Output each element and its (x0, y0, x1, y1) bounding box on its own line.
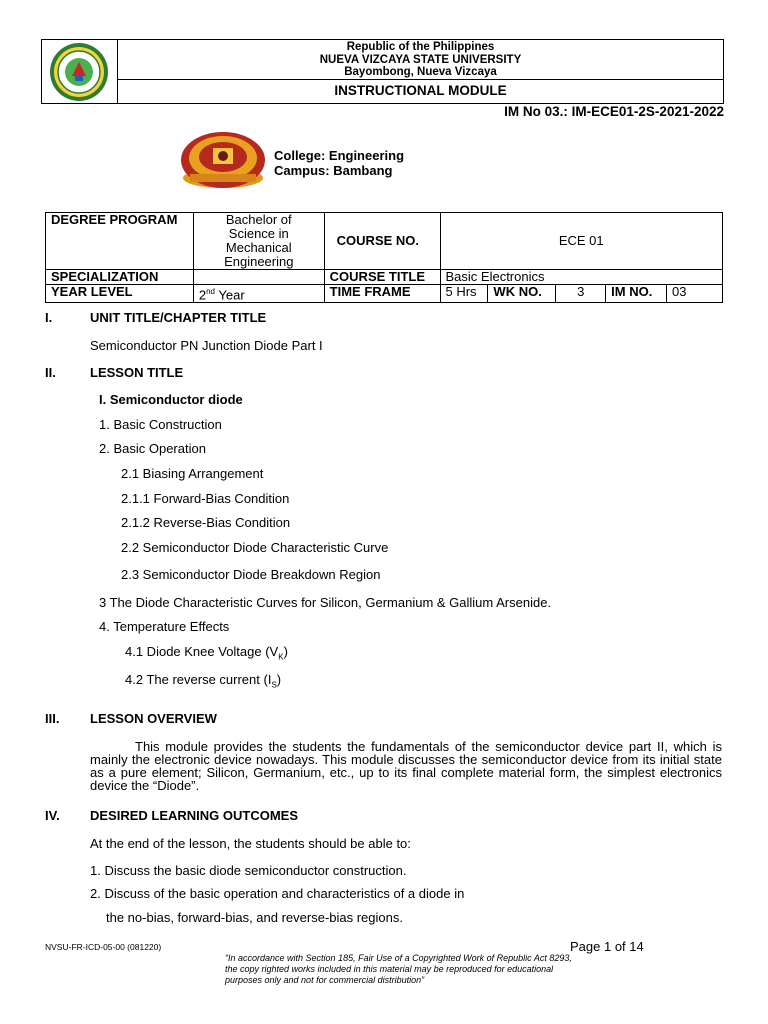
knee-paren: ) (283, 644, 288, 659)
lesson-item-reverse-current (125, 672, 281, 690)
year-suffix: nd (206, 287, 216, 296)
section-1-number: I. (45, 310, 53, 325)
section-3-number: III. (45, 711, 60, 726)
page-number: Page 1 of 14 (570, 939, 644, 954)
university-name: NUEVA VIZCAYA STATE UNIVERSITY (319, 53, 522, 66)
course-title-label: COURSE TITLE (324, 270, 440, 285)
university-seal-cell (42, 40, 118, 103)
reverse-paren: ) (276, 672, 282, 687)
outcomes-intro: At the end of the lesson, the students should be able to: (90, 836, 411, 851)
reverse-text: 4.2 The reverse current (I (125, 672, 272, 687)
course-title-value: Basic Electronics (440, 270, 723, 285)
document-header (41, 39, 724, 104)
year-level-value (193, 285, 324, 303)
course-info-table (45, 212, 723, 303)
lesson-overview-paragraph: This module provides the students the fundamentals of the semiconductor device part II, which is mainly the electronic device nowadays. This module discusses the semiconductor device from its initial state as a pure element; Silicon, Germanium, etc., up to its final complete material form, the simplest electronics device the “Diode”. (90, 739, 722, 793)
degree-line: Science in (228, 226, 289, 241)
section-3-title: LESSON OVERVIEW (90, 711, 217, 726)
specialization-label: SPECIALIZATION (46, 270, 194, 285)
time-frame-label: TIME FRAME (324, 285, 440, 303)
degree-line: Mechanical (225, 240, 292, 255)
section-1-content: Semiconductor PN Junction Diode Part I (90, 338, 323, 353)
section-1-title: UNIT TITLE/CHAPTER TITLE (90, 310, 267, 325)
course-no-label: COURSE NO. (324, 213, 440, 270)
knee-text: 4.1 Diode Knee Voltage (V (125, 644, 279, 659)
college-name: College: Engineering (274, 148, 405, 163)
im-no-value: 03 (667, 285, 723, 303)
lesson-item: 3 The Diode Characteristic Curves for Silicon, Germanium & Gallium Arsenide. (99, 595, 552, 610)
copyright-note: “In accordance with Section 185, Fair Use of a Copyrighted Work of Republic Act 8293, the copy righted works included in this material may be reproduced for educational purposes only and not for commercial distribution” (225, 953, 572, 985)
outcome-item: the no-bias, forward-bias, and reverse-bias regions. (106, 910, 403, 925)
wk-no-value: 3 (556, 285, 606, 303)
reverse-subscript: S (271, 680, 277, 690)
lesson-item: 1. Basic Construction (99, 417, 222, 432)
module-title: INSTRUCTIONAL MODULE (118, 79, 723, 103)
lesson-subtitle: I. Semiconductor diode (99, 392, 243, 407)
lesson-item: 2.1.1 Forward-Bias Condition (121, 491, 290, 506)
section-4-number: IV. (45, 808, 60, 823)
lesson-item: 2.1 Biasing Arrangement (121, 466, 264, 481)
outcome-item: 1. Discuss the basic diode semiconductor construction. (90, 863, 407, 878)
lesson-item: 4. Temperature Effects (99, 619, 230, 634)
college-of-engineering-emblem-icon (178, 124, 268, 192)
lesson-item: 2.1.2 Reverse-Bias Condition (121, 515, 291, 530)
campus-name: Campus: Bambang (274, 162, 393, 178)
year-word: Year (215, 287, 245, 303)
lesson-item-knee-voltage (125, 644, 288, 662)
header-text (118, 40, 723, 79)
im-number: IM No 03.: IM-ECE01-2S-2021-2022 (504, 104, 724, 119)
degree-line: Engineering (224, 254, 294, 269)
degree-program-label: DEGREE PROGRAM (46, 213, 194, 270)
university-seal-icon (42, 40, 118, 103)
lesson-item: 2.3 Semiconductor Diode Breakdown Region (121, 567, 381, 582)
year-number: 2 (198, 287, 207, 303)
degree-line: Bachelor of (225, 212, 292, 227)
section-2-number: II. (45, 365, 56, 380)
lesson-item: 2. Basic Operation (99, 441, 206, 456)
knee-subscript: K (278, 652, 284, 662)
lesson-item: 2.2 Semiconductor Diode Characteristic Curve (121, 540, 389, 555)
wk-no-label: WK NO. (488, 285, 556, 303)
im-no-label: IM NO. (606, 285, 667, 303)
republic-line: Republic of the Philippines (346, 41, 495, 53)
specialization-value (193, 270, 324, 285)
form-code: NVSU-FR-ICD-05-00 (081220) (45, 942, 162, 952)
university-address: Bayombong, Nueva Vizcaya (344, 66, 497, 78)
section-4-title: DESIRED LEARNING OUTCOMES (90, 808, 299, 823)
course-no-value: ECE 01 (440, 213, 723, 270)
degree-program-value (193, 213, 324, 270)
time-frame-value: 5 Hrs (440, 285, 488, 303)
year-level-label: YEAR LEVEL (46, 285, 194, 303)
outcome-item: 2. Discuss of the basic operation and characteristics of a diode in (90, 886, 465, 901)
section-2-title: LESSON TITLE (90, 365, 184, 380)
college-info (274, 149, 404, 178)
